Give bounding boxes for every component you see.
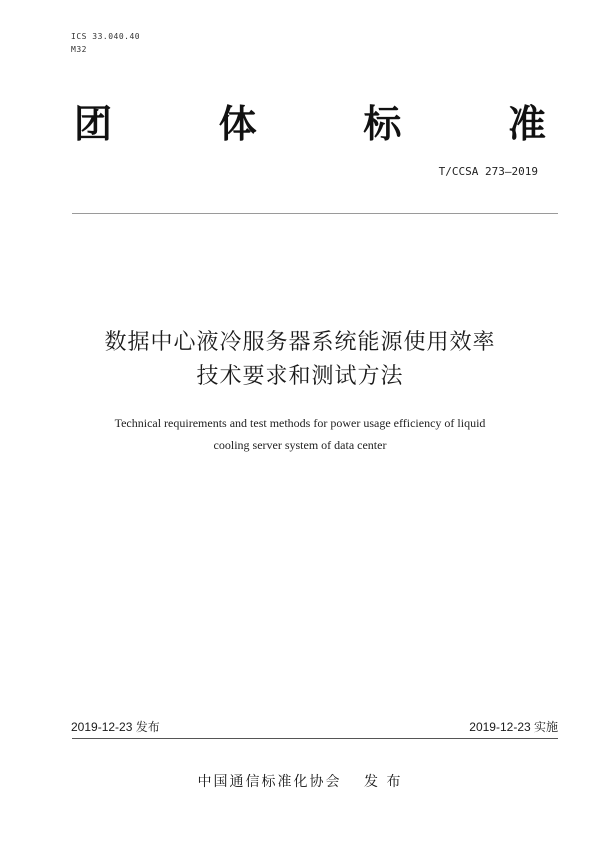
header-divider xyxy=(72,213,558,214)
title-char-2: 体 xyxy=(218,102,257,146)
implement-date: 2019-12-23 实施 xyxy=(469,720,558,734)
ics-code: ICS 33.040.40 xyxy=(71,32,141,41)
chinese-title xyxy=(0,326,600,394)
document-number: T/CCSA 273—2019 xyxy=(438,165,538,178)
english-title-line-2: cooling server system of data center xyxy=(213,438,387,452)
publish-date: 2019-12-23 发布 xyxy=(71,720,160,734)
standard-type-title xyxy=(74,100,546,148)
footer-divider xyxy=(72,738,558,739)
publisher: 中国通信标准化协会 发 布 xyxy=(197,774,403,790)
english-title-line-1: Technical requirements and test methods for power usage efficiency of liquid xyxy=(114,416,486,430)
category-code: M32 xyxy=(71,45,87,54)
english-title xyxy=(60,412,540,456)
title-char-3: 标 xyxy=(363,102,402,146)
chinese-title-line-2: 技术要求和测试方法 xyxy=(196,364,404,389)
title-char-4: 准 xyxy=(507,102,546,146)
chinese-title-line-1: 数据中心液冷服务器系统能源使用效率 xyxy=(104,330,496,355)
title-char-1: 团 xyxy=(74,102,113,146)
classification-codes xyxy=(71,30,140,56)
